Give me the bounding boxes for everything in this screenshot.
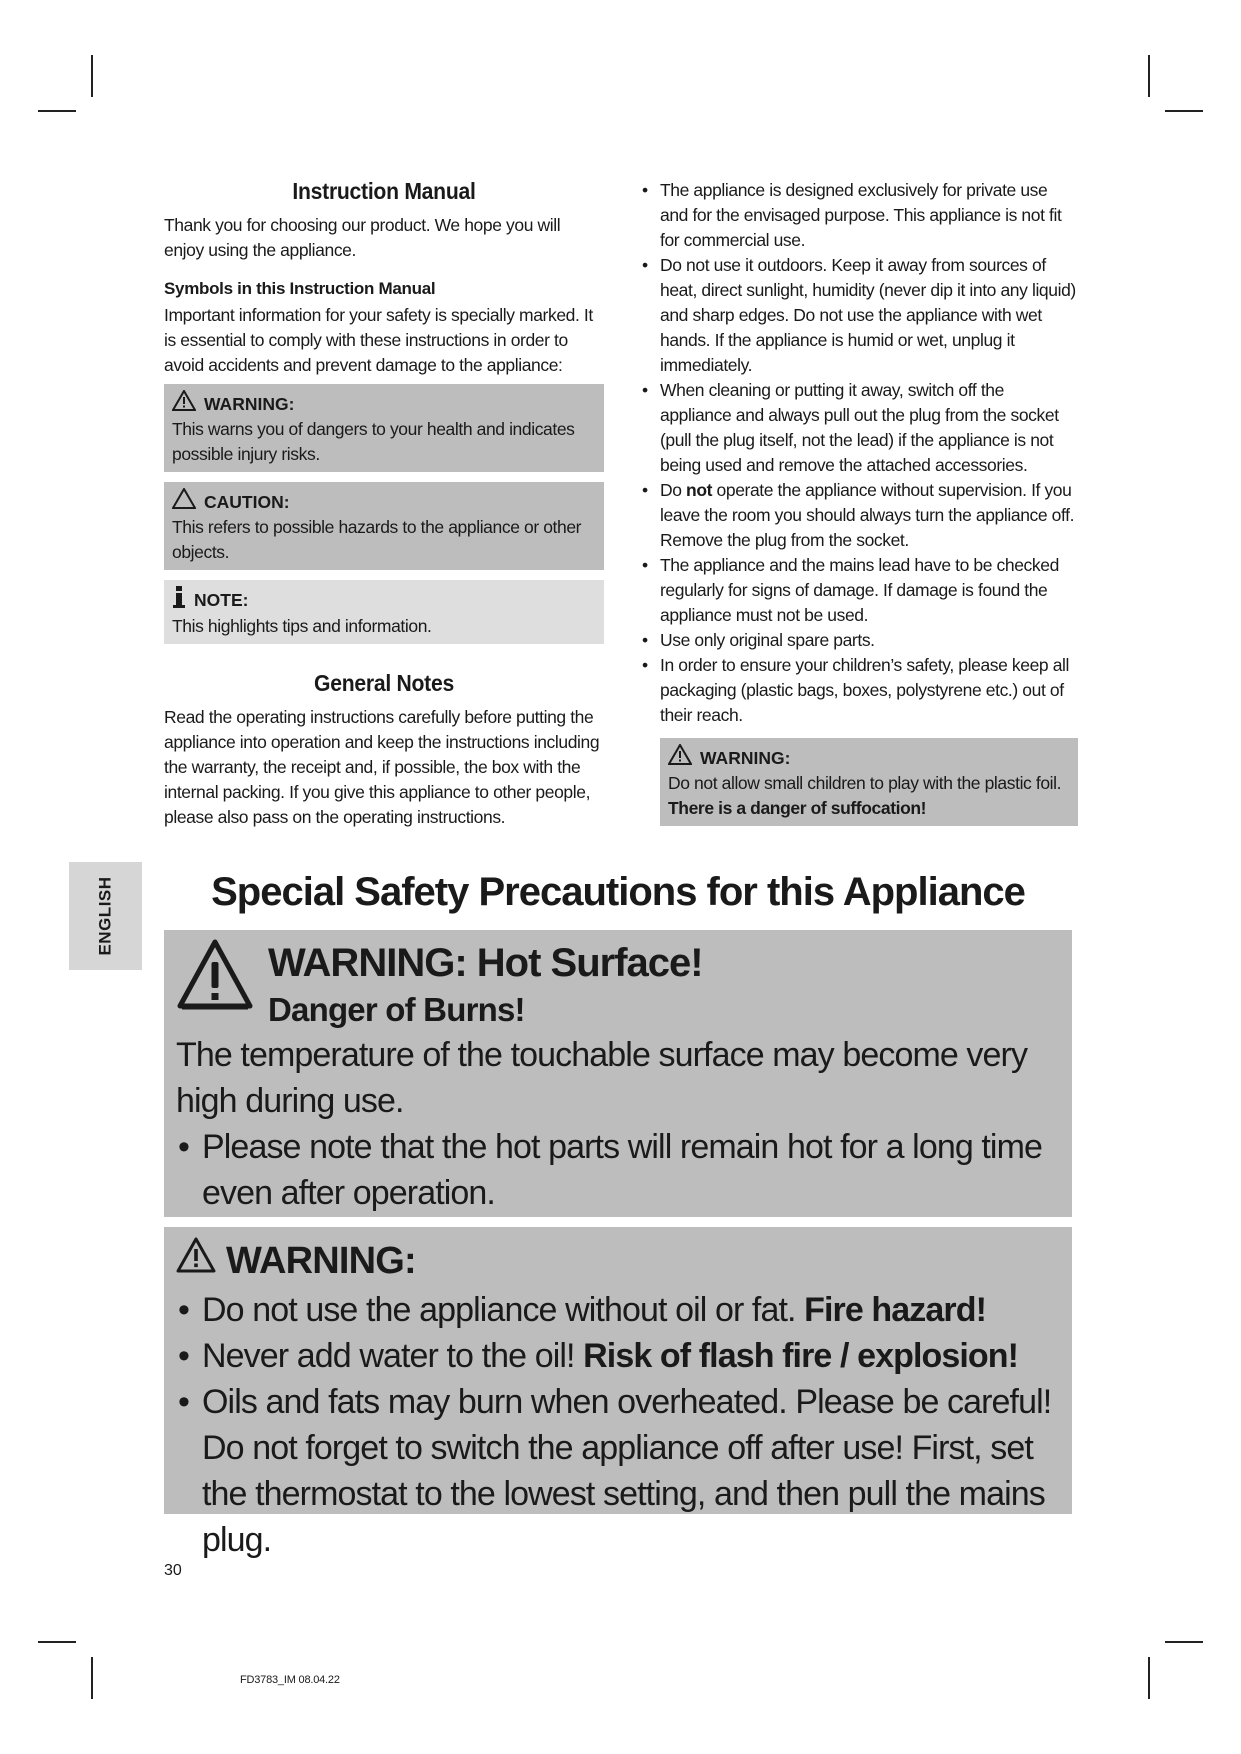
warning-label: WARNING: bbox=[700, 747, 791, 768]
caution-triangle-icon bbox=[172, 488, 196, 515]
list-item-text: Never add water to the oil! bbox=[202, 1337, 584, 1375]
crop-mark bbox=[38, 1641, 76, 1643]
list-item-emphasis: not bbox=[686, 480, 713, 500]
language-tab-label: ENGLISH bbox=[95, 876, 115, 956]
warning-emphasis: There is a danger of suffocation! bbox=[668, 798, 927, 818]
list-item: • In order to ensure your children’s safety, please keep all packaging (plastic bags, boxes, polystyrene etc.) out of their reach. bbox=[638, 653, 1078, 728]
note-label: NOTE: bbox=[194, 590, 249, 610]
suffocation-warning-box bbox=[660, 738, 1078, 826]
oil-warning-box bbox=[164, 1227, 1072, 1559]
list-item bbox=[176, 1287, 1060, 1333]
caution-label: CAUTION: bbox=[204, 491, 290, 512]
list-item: • Use only original spare parts. bbox=[638, 628, 1078, 653]
list-item: • Oils and fats may burn when overheated. Please be careful! Do not forget to switch the appliance off after use! First, set the thermostat to the lowest setting, and then pull the mains plug. bbox=[176, 1379, 1060, 1563]
list-item-text: operate the appliance without supervision. If you leave the room you should always turn the appliance off. Remove the plug from the socket. bbox=[660, 480, 1075, 550]
crop-mark bbox=[1165, 1641, 1203, 1643]
caution-text: This refers to possible hazards to the appliance or other objects. bbox=[172, 517, 582, 562]
warning-label: WARNING: bbox=[204, 393, 295, 414]
hot-surface-text: The temperature of the touchable surface may become very high during use. bbox=[176, 1036, 1028, 1120]
list-item-text: Do not use the appliance without oil or fat. bbox=[202, 1291, 805, 1329]
crop-mark bbox=[1148, 55, 1150, 97]
list-item bbox=[638, 478, 1078, 553]
special-safety-title: Special Safety Precautions for this Appliance bbox=[211, 870, 1025, 914]
warning-label: WARNING: bbox=[226, 1240, 416, 1282]
instruction-manual-title: Instruction Manual bbox=[292, 178, 476, 204]
burns-subtitle: Danger of Burns! bbox=[268, 991, 525, 1028]
crop-mark bbox=[38, 110, 76, 112]
warning-triangle-icon bbox=[176, 1235, 216, 1287]
list-item: • When cleaning or putting it away, switch off the appliance and always pull out the plug from the socket (pull the plug itself, not the lead) if the appliance is not being used and remove the attached accessories. bbox=[638, 378, 1078, 478]
list-item-emphasis: Risk of flash fire / explosion! bbox=[583, 1337, 1019, 1375]
crop-mark bbox=[1165, 110, 1203, 112]
left-column bbox=[164, 178, 604, 830]
right-column bbox=[638, 178, 1078, 826]
intro-text: Thank you for choosing our product. We hope you will enjoy using the appliance. bbox=[164, 215, 561, 260]
general-notes-text: Read the operating instructions carefully before putting the appliance into operation and keep the instructions including the warranty, the receipt and, if possible, the box with the internal packing. If you give this appliance to other people, please also pass on the operating instructions. bbox=[164, 707, 600, 827]
list-item: • The appliance is designed exclusively for private use and for the envisaged purpose. This appliance is not fit for commercial use. bbox=[638, 178, 1078, 253]
hot-surface-warning-box bbox=[164, 930, 1072, 1217]
note-box bbox=[164, 580, 604, 644]
hot-surface-title: WARNING: Hot Surface! bbox=[268, 941, 703, 985]
note-text: This highlights tips and information. bbox=[172, 616, 432, 636]
list-item: • The appliance and the mains lead have to be checked regularly for signs of damage. If damage is found the appliance must not be used. bbox=[638, 553, 1078, 628]
warning-triangle-icon bbox=[172, 390, 196, 417]
symbols-heading: Symbols in this Instruction Manual bbox=[164, 279, 436, 298]
caution-box bbox=[164, 482, 604, 570]
symbols-text: Important information for your safety is specially marked. It is essential to comply with these instructions in order to avoid accidents and prevent damage to the appliance: bbox=[164, 305, 593, 375]
document-code: FD3783_IM 08.04.22 bbox=[240, 1674, 340, 1686]
crop-mark bbox=[91, 55, 93, 97]
list-item: • Please note that the hot parts will remain hot for a long time even after operation. bbox=[176, 1124, 1060, 1216]
language-tab bbox=[69, 862, 142, 970]
safety-list bbox=[638, 178, 1078, 728]
info-icon bbox=[172, 586, 186, 614]
warning-triangle-icon bbox=[668, 744, 692, 771]
list-item bbox=[176, 1333, 1060, 1379]
general-notes-title: General Notes bbox=[314, 670, 454, 696]
crop-mark bbox=[91, 1657, 93, 1699]
list-item-emphasis: Fire hazard! bbox=[804, 1291, 987, 1329]
oil-warning-list bbox=[176, 1287, 1060, 1563]
warning-text: This warns you of dangers to your health and indicates possible injury risks. bbox=[172, 419, 575, 464]
page-number: 30 bbox=[164, 1562, 182, 1579]
hot-surface-warning-icon bbox=[176, 938, 254, 1019]
list-item-text: Do bbox=[660, 480, 687, 500]
crop-mark bbox=[1148, 1657, 1150, 1699]
warning-box bbox=[164, 384, 604, 472]
warning-text: Do not allow small children to play with the plastic foil. bbox=[668, 773, 1062, 793]
list-item: • Do not use it outdoors. Keep it away from sources of heat, direct sunlight, humidity (never dip it into any liquid) and sharp edges. Do not use the appliance with wet hands. If the appliance is humid or wet, unplug it immediately. bbox=[638, 253, 1078, 378]
hot-surface-list bbox=[176, 1124, 1060, 1216]
